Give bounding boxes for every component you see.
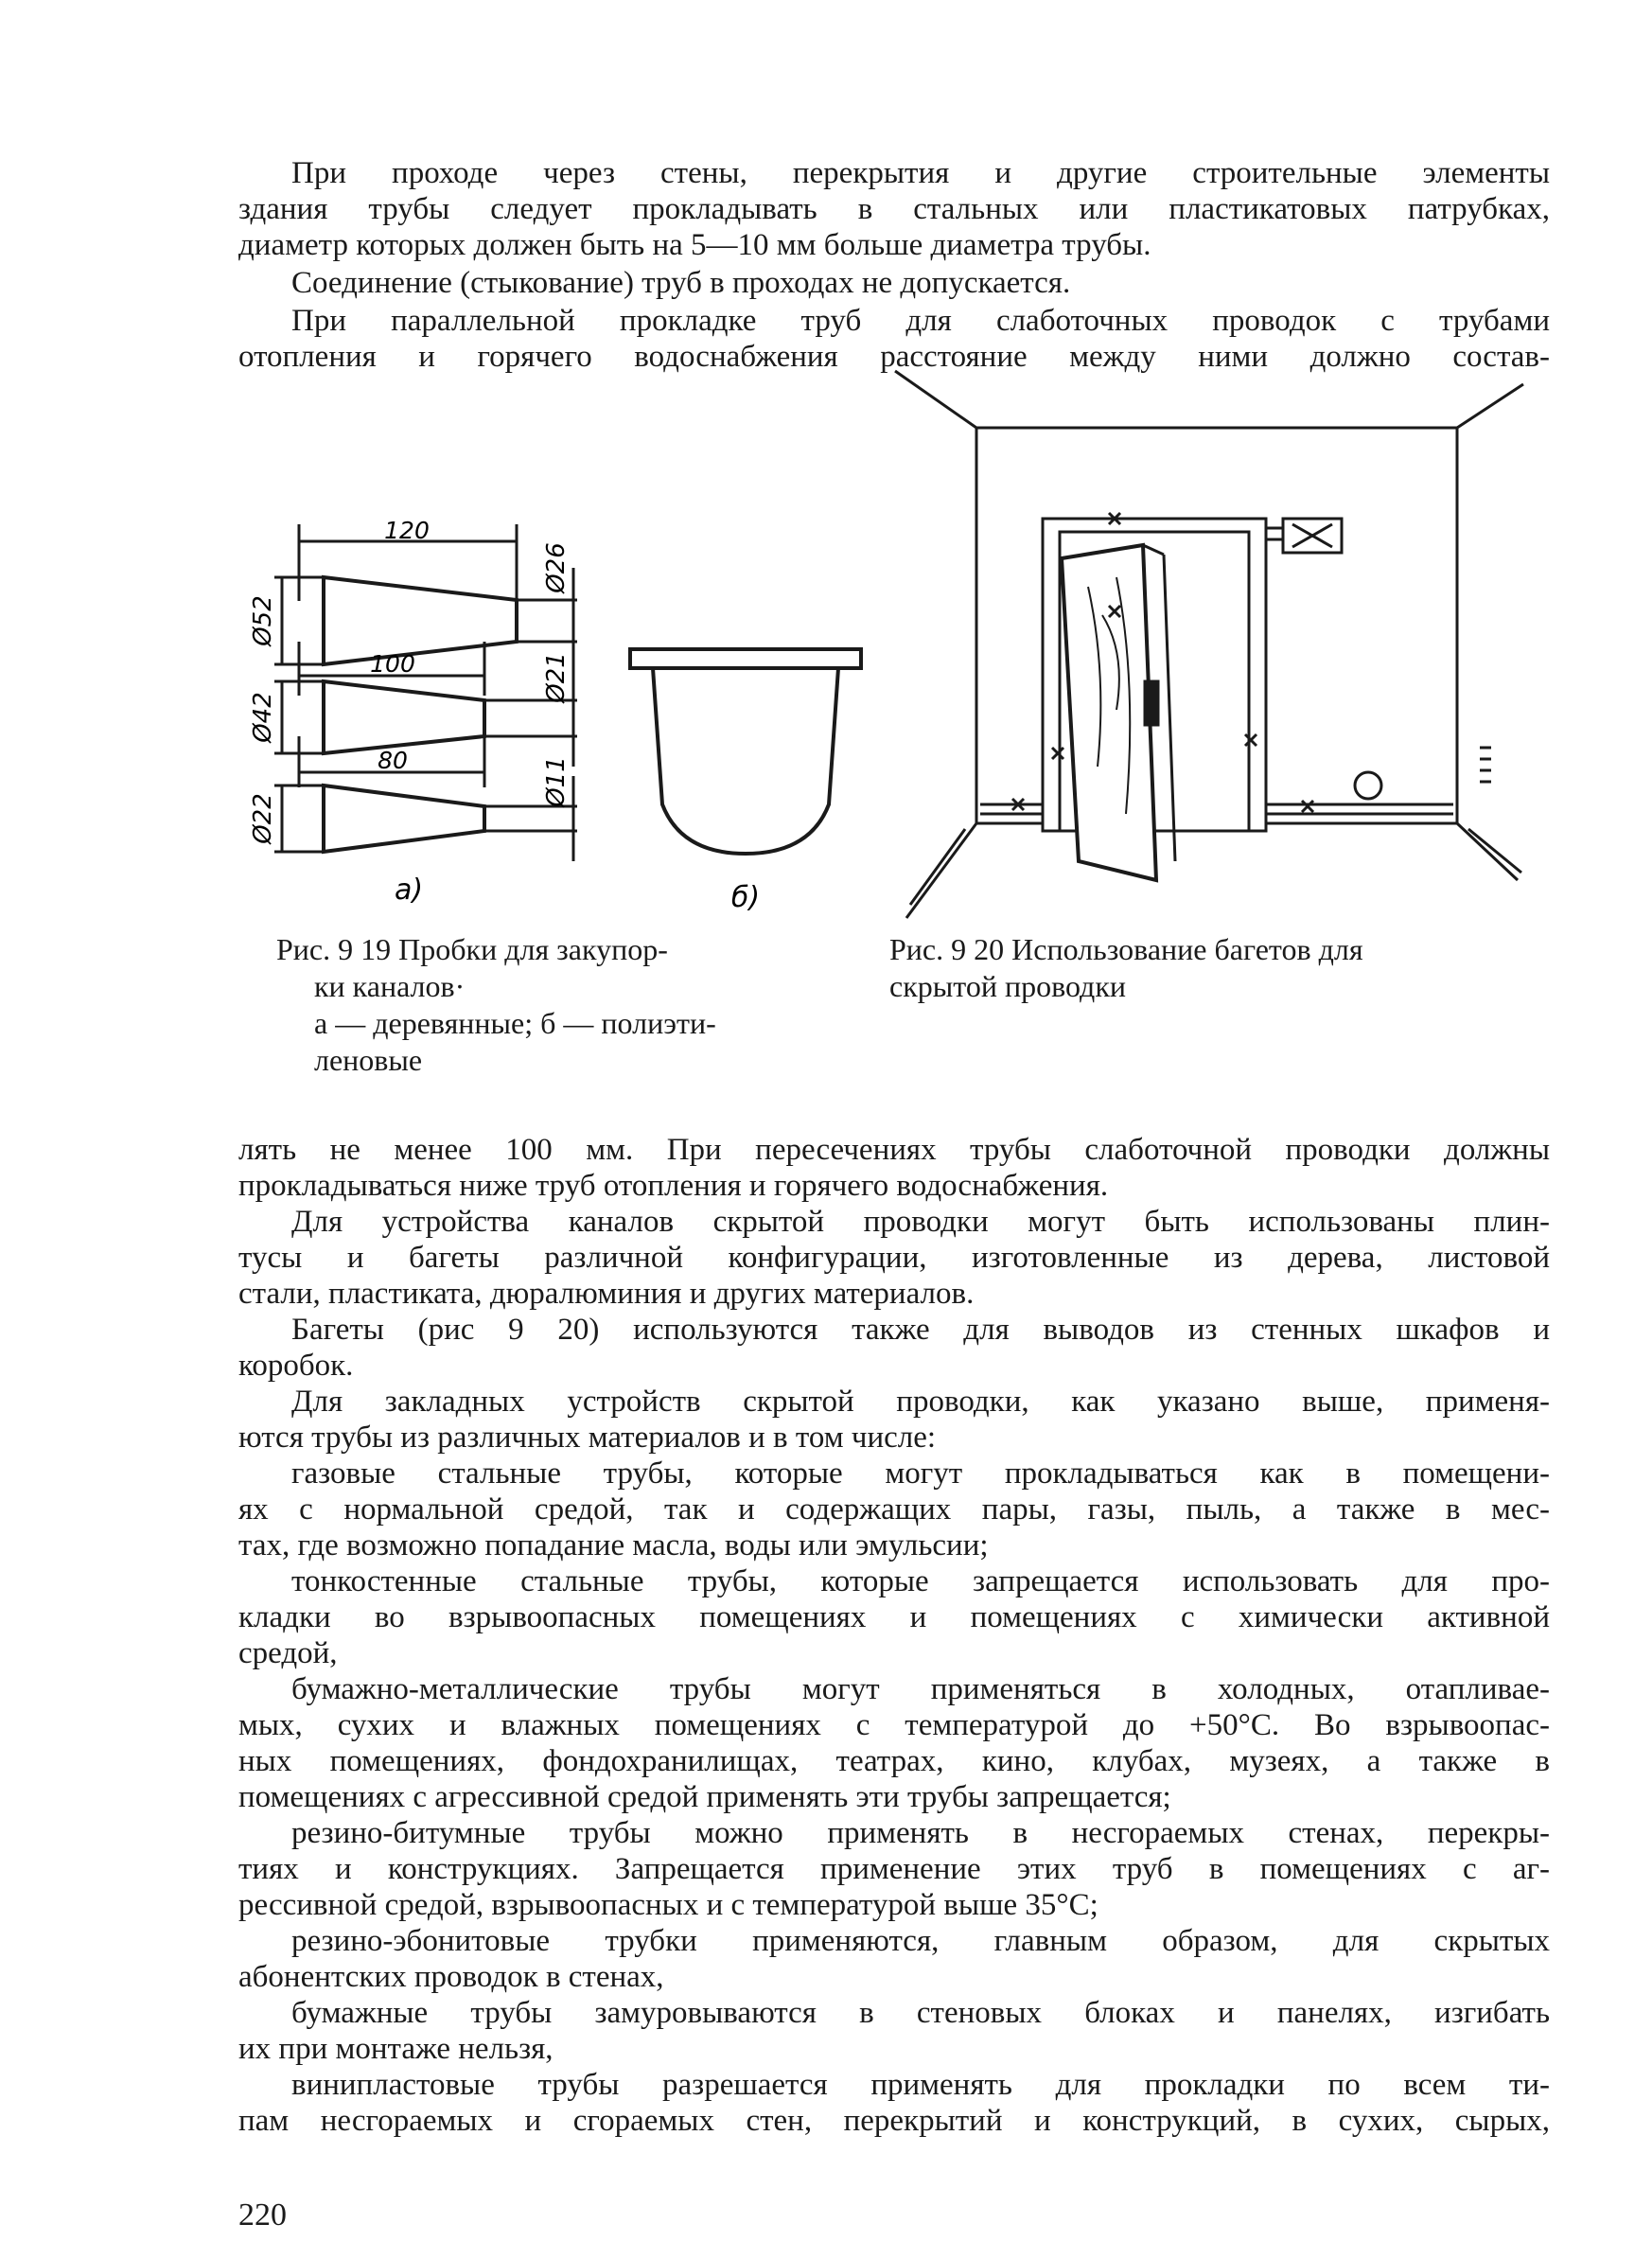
text-line: бумажные трубы замуровываются в стеновых блоках и панелях, изгибать bbox=[291, 1996, 1550, 2030]
dim-diameter-22: Ø22 bbox=[249, 793, 277, 844]
text-line: Соединение (стыкование) труб в проходах не допускается. bbox=[291, 266, 1071, 300]
text-line: ются трубы из различных материалов и в том числе: bbox=[238, 1421, 937, 1455]
dim-length-120: 120 bbox=[384, 521, 430, 544]
text-line: Для закладных устройств скрытой проводки, как указано выше, применя- bbox=[291, 1385, 1550, 1419]
caption-line: скрытой проводки bbox=[889, 969, 1126, 1003]
text-line: их при монтаже нельзя, bbox=[238, 2032, 554, 2066]
top-text-block bbox=[238, 155, 1550, 375]
caption-figure-9-19 bbox=[276, 931, 716, 1079]
text-line: ных помещениях, фондохранилищах, театрах, кино, клубах, музеях, а также в bbox=[238, 1744, 1550, 1778]
text-line: абонентских проводок в стенах, bbox=[238, 1960, 664, 1994]
text-line: газовые стальные трубы, которые могут прокладываться как в помещени- bbox=[291, 1456, 1550, 1491]
dim-length-100: 100 bbox=[370, 650, 415, 678]
text-line: Багеты (рис 9 20) используются также для выводов из стенных шкафов и bbox=[291, 1313, 1550, 1347]
text-line: тусы и багеты различной конфигурации, изготовленные из дерева, листовой bbox=[238, 1241, 1550, 1275]
caption-line: леновые bbox=[314, 1043, 423, 1077]
dim-diameter-21: Ø21 bbox=[542, 652, 571, 703]
caption-figure-9-20 bbox=[889, 931, 1363, 1005]
caption-line: Рис. 9 19 Пробки для закупор- bbox=[276, 932, 668, 966]
text-line: мых, сухих и влажных помещениях с температурой до +50°С. Во взрывоопас- bbox=[238, 1708, 1550, 1742]
figure-label-a: а) bbox=[394, 874, 424, 907]
text-line: тиях и конструкциях. Запрещается применение этих труб в помещениях с аг- bbox=[238, 1852, 1550, 1886]
text-line: резино-эбонитовые трубки применяются, главным образом, для скрытых bbox=[291, 1924, 1550, 1958]
text-line: Для устройства каналов скрытой проводки могут быть использованы плин- bbox=[291, 1205, 1550, 1239]
figure-9-19-wooden-plugs bbox=[237, 521, 615, 909]
text-line: При проходе через стены, перекрытия и другие строительные элементы bbox=[291, 156, 1550, 190]
text-line: тонкостенные стальные трубы, которые запрещается использовать для про- bbox=[291, 1564, 1550, 1598]
text-line: ях с нормальной средой, так и содержащих пары, газы, пыль, а также в мес- bbox=[238, 1492, 1550, 1527]
text-line: бумажно-металлические трубы могут применяться в холодных, отапливае- bbox=[291, 1672, 1550, 1706]
text-line: прокладываться ниже труб отопления и горячего водоснабжения. bbox=[238, 1169, 1109, 1203]
dim-diameter-52: Ø52 bbox=[249, 595, 277, 646]
figure-9-19-polyethylene-plug bbox=[624, 644, 870, 918]
caption-line: а — деревянные; б — полиэти- bbox=[314, 1006, 716, 1040]
dim-length-80: 80 bbox=[378, 747, 408, 774]
text-line: стали, пластиката, дюралюминия и других материалов. bbox=[238, 1277, 975, 1311]
page-number: 220 bbox=[238, 2197, 287, 2233]
text-line: здания трубы следует прокладывать в стальных или пластикатовых патрубках, bbox=[238, 192, 1550, 226]
text-line: коробок. bbox=[238, 1349, 354, 1383]
text-line: диаметр которых должен быть на 5—10 мм больше диаметра трубы. bbox=[238, 228, 1151, 262]
text-line: пам несгораемых и сгораемых стен, перекрытий и конструкций, в сухих, сырых, bbox=[238, 2104, 1550, 2138]
dim-diameter-42: Ø42 bbox=[249, 692, 277, 743]
text-line: винипластовые трубы разрешается применять для прокладки по всем ти- bbox=[291, 2068, 1550, 2102]
text-line: При параллельной прокладке труб для слаботочных проводок с трубами bbox=[291, 304, 1550, 338]
text-line: тах, где возможно попадание масла, воды или эмульсии; bbox=[238, 1528, 989, 1562]
figure-label-b: б) bbox=[730, 881, 761, 914]
text-line: лять не менее 100 мм. При пересечениях трубы слаботочной проводки должны bbox=[238, 1133, 1550, 1167]
text-line: отопления и горячего водоснабжения расстояние между ними должно состав- bbox=[238, 340, 1550, 374]
bottom-text-block bbox=[238, 1132, 1550, 2139]
caption-line: ки каналов· bbox=[314, 969, 466, 1003]
text-line: средой, bbox=[238, 1636, 338, 1670]
text-line: кладки во взрывоопасных помещениях и помещениях с химически активной bbox=[238, 1600, 1550, 1634]
dim-diameter-26: Ø26 bbox=[542, 542, 571, 593]
text-line: резино-битумные трубы можно применять в несгораемых стенах, перекры- bbox=[291, 1816, 1550, 1850]
text-line: помещениях с агрессивной средой применять эти трубы запрещается; bbox=[238, 1780, 1171, 1814]
text-line: рессивной средой, взрывоопасных и с температурой выше 35°С; bbox=[238, 1888, 1098, 1922]
figure-9-20-room-baguettes bbox=[889, 369, 1533, 937]
dim-diameter-11: Ø11 bbox=[542, 756, 571, 807]
caption-line: Рис. 9 20 Использование багетов для bbox=[889, 932, 1363, 966]
